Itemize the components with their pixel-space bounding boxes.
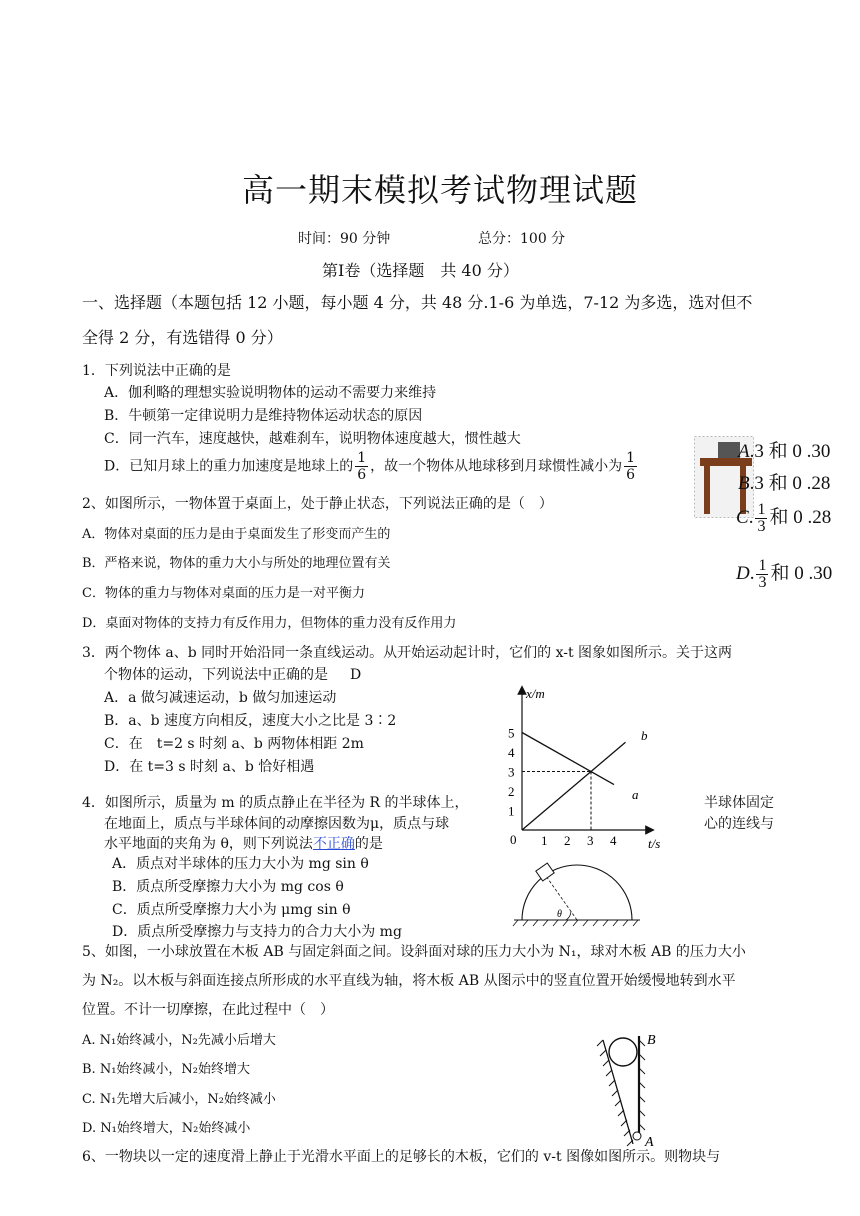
time-label: 时间：90 分钟 [298,231,391,247]
q1-option-c: C．同一汽车，速度越快，越难刹车，说明物体速度越大，惯性越大 [104,431,521,447]
instructions-line-1: 一、选择题（本题包括 12 小题，每小题 4 分，共 48 分.1-6 为单选，7-12 为多选，选对但不 [82,293,753,312]
y-tick-label: 4 [508,745,515,760]
q3-option-a: A．a 做匀减速运动，b 做匀加速运动 [104,690,337,706]
q1-stem: 1．下列说法中正确的是 [82,363,231,379]
q3-option-d: D．在 t=3 s 时刻 a、b 恰好相遇 [104,759,315,775]
point-b-label: B [647,1033,656,1048]
q4-option-b: B．质点所受摩擦力大小为 mg cos θ [112,879,344,895]
line-b-label: b [641,728,648,743]
x-axis-label: t/s [648,836,661,851]
q1-option-b: B．牛顿第一定律说明力是维持物体运动状态的原因 [104,408,423,424]
q2-option-b: B．严格来说，物体的重力大小与所处的地理位置有关 [82,556,391,571]
q1-option-d: D．已知月球上的重力加速度是地球上的 $\frac{1}{6}$ ，故一个物体从地球移到月球惯性减小为 $\frac{1}{6}$ [104,450,636,483]
fraction-one-sixth: $\frac{1}{6}$ [357,450,367,483]
q2-stem: 2、如图所示，一物体置于桌面上，处于静止状态，下列说法正确的是（ ） [82,496,553,512]
side-option-c: C. $\frac{1}{3}$ 和 0 .28 [736,501,832,536]
q4-option-c: C．质点所受摩擦力大小为 μmg sin θ [112,902,351,918]
y-tick-label: 5 [508,725,515,741]
not-correct-link: 不正确 [312,836,355,852]
score-label: 总分：100 分 [478,231,566,247]
hemisphere-figure [510,858,645,928]
q4-line-1-right: 半球体固定 [704,795,774,811]
q4-line-1: 4．如图所示，质量为 m 的质点静止在半径为 R 的半球体上， [82,795,469,811]
q3-answer: D [350,667,362,683]
incline-board-figure [595,1026,675,1148]
q2-option-c: C．物体的重力与物体对桌面的压力是一对平衡力 [82,586,365,601]
q4-line-3: 水平地面的夹角为 θ，则下列说法不正确的是 [104,836,383,852]
side-option-a: A.3 和 0 .30 [738,441,831,462]
y-tick-label: 1 [508,803,515,819]
q5-option-a: A. N₁始终减小，N₂先减小后增大 [82,1033,276,1048]
q3-option-b: B．a、b 速度方向相反，速度大小之比是 3∶2 [104,713,397,729]
q5-option-b: B. N₁始终减小，N₂始终增大 [82,1062,250,1077]
x-tick-label: 3 [587,833,594,848]
q4-line-2: 在地面上，质点与半球体间的动摩擦因数为μ，质点与球 [104,816,450,832]
q4-option-d: D．质点所受摩擦力与支持力的合力大小为 mg [112,924,402,940]
side-option-b: B.3 和 0 .28 [738,473,831,494]
q5-option-c: C. N₁先增大后减小，N₂始终减小 [82,1092,276,1107]
x-tick-label: 4 [610,833,617,848]
xt-graph [500,680,680,856]
q5-line-1: 5、如图，一小球放置在木板 AB 与固定斜面之间。设斜面对球的压力大小为 N₁，球对木板 AB 的压力大小 [82,944,746,960]
y-tick-label: 3 [508,764,515,780]
theta-label: θ [557,909,562,920]
q5-option-d: D. N₁始终增大，N₂始终减小 [82,1121,251,1136]
x-tick-label: 2 [564,833,571,848]
instructions-line-2: 全得 2 分，有选错得 0 分） [82,328,283,347]
q5-line-3: 位置。不计一切摩擦，在此过程中（ ） [82,1002,334,1018]
point-a-label: A [645,1135,654,1148]
line-a-label: a [632,787,639,802]
q1-option-a: A．伽利略的理想实验说明物体的运动不需要力来维持 [104,385,437,401]
q3-option-c: C．在 t=2 s 时刻 a、b 两物体相距 2m [104,736,364,752]
q2-option-d: D．桌面对物体的支持力有反作用力，但物体的重力没有反作用力 [82,616,457,631]
q6-line-1: 6、一物块以一定的速度滑上静止于光滑水平面上的足够长的木板，它们的 v-t 图像如图所示。则物块与 [82,1149,721,1165]
section-heading: 第Ⅰ卷（选择题 共 40 分） [322,261,519,280]
y-axis-label: x/m [526,686,545,701]
q2-option-a: A．物体对桌面的压力是由于桌面发生了形变而产生的 [82,527,391,542]
q4-option-a: A．质点对半球体的压力大小为 mg sin θ [112,856,369,872]
series-line-a [522,733,614,785]
page-title: 高一期末模拟考试物理试题 [242,171,639,209]
q4-line-2-right: 心的连线与 [704,816,774,832]
fraction-one-sixth-2: $\frac{1}{6}$ [626,450,636,483]
side-option-d: D. $\frac{1}{3}$ 和 0 .30 [736,557,833,592]
x-tick-label: 1 [541,833,548,848]
q3-stem-2: 个物体的运动，下列说法中正确的是 D [104,667,362,683]
series-line-b [522,742,626,830]
y-tick-label: 2 [508,784,515,799]
origin-label: 0 [510,832,517,847]
q5-line-2: 为 N₂。以木板与斜面连接点所形成的水平直线为轴，将木板 AB 从图示中的竖直位置开始缓慢地转到水平 [82,973,736,989]
q3-stem-1: 3．两个物体 a、b 同时开始沿同一条直线运动。从开始运动起计时，它们的 x-t 图象如图所示。关于这两 [82,645,733,661]
